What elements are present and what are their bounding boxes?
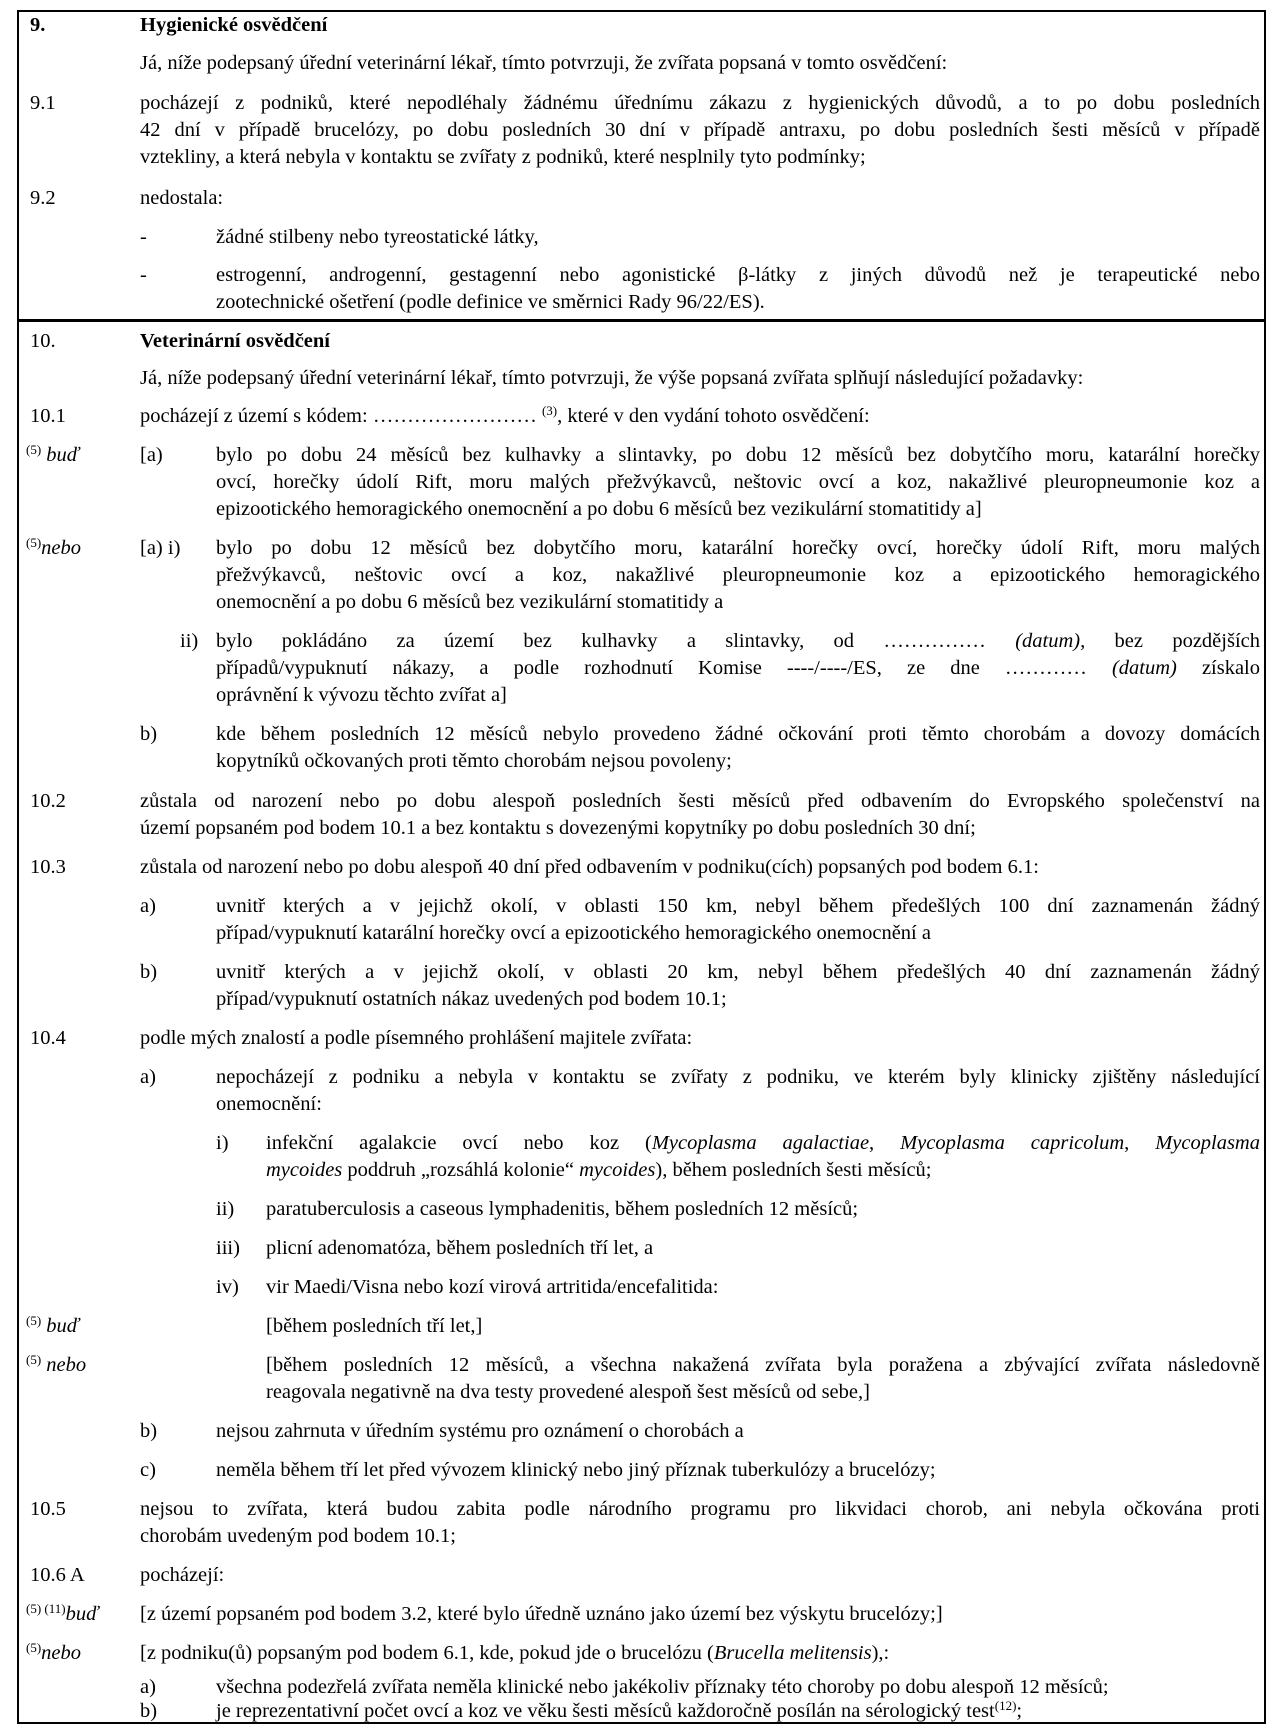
footnote-option: $^{(5) (11)}$buď xyxy=(26,1601,99,1625)
paragraph-line: nejsou zahrnuta v úředním systému pro oznámení o chorobách a xyxy=(216,1420,744,1442)
paragraph-line: uvnitř kterých a v jejichž okolí, v oblasti 150 km, nebyl během předešlých 100 dní zaznamenán žádný xyxy=(216,895,1260,917)
section-number: 9. xyxy=(30,14,46,36)
paragraph-line: přežvýkavců, neštovic ovcí a koz, nakažlivé pleuropneumonie koz a epizootického hemoragického xyxy=(216,564,1260,586)
paragraph-line: případ/vypuknutí katarální horečky ovcí a epizootického hemoragického onemocnění a xyxy=(216,922,931,944)
list-item: zootechnické ošetření (podle definice ve směrnici Rady 96/22/ES). xyxy=(216,291,765,313)
item-number: 10.2 xyxy=(30,790,66,812)
paragraph-line: [z podniku(ů) popsaným pod bodem 6.1, kde, pokud jde o brucelózu (Brucella melitensis),: xyxy=(140,1642,890,1664)
paragraph-line: případ/vypuknutí ostatních nákaz uvedených pod bodem 10.1; xyxy=(216,988,727,1010)
paragraph-line: pocházejí: xyxy=(140,1564,225,1586)
item-number: 9.1 xyxy=(30,92,56,114)
section-intro: Já, níže podepsaný úřední veterinární lékař, tímto potvrzuji, že zvířata popsaná v tomto osvědčení: xyxy=(140,52,948,74)
paragraph-line: mycoides poddruh „rozsáhlá kolonie“ mycoides), během posledních šesti měsíců; xyxy=(266,1159,932,1181)
item-label: b) xyxy=(140,1700,158,1722)
paragraph-line: neměla během tří let před vývozem klinický nebo jiný příznak tuberkulózy a brucelózy; xyxy=(216,1459,936,1481)
section-title: Hygienické osvědčení xyxy=(140,14,328,36)
paragraph-line: zůstala od narození nebo po dobu alespoň 40 dní před odbavením v podniku(cích) popsaných pod bodem 6.1: xyxy=(140,856,1039,878)
paragraph-line: [během posledních 12 měsíců, a všechna nakažená zvířata byla poražena a zbývající zvířata následovně xyxy=(266,1354,1260,1376)
item-label: ii) xyxy=(216,1198,235,1220)
dash-bullet: - xyxy=(140,226,147,248)
item-number: 10.4 xyxy=(30,1027,66,1049)
paragraph-line: chorobám uvedeným pod bodem 10.1; xyxy=(140,1525,456,1547)
item-number: 10.5 xyxy=(30,1498,66,1520)
footnote-option: $^{(5)}$nebo xyxy=(26,535,82,559)
item-label: [a) xyxy=(140,444,163,466)
paragraph-line: oprávnění k vývozu těchto zvířat a] xyxy=(216,684,507,706)
dash-bullet: - xyxy=(140,264,147,286)
section-intro: Já, níže podepsaný úřední veterinární lékař, tímto potvrzuji, že výše popsaná zvířata splňují následující požadavky: xyxy=(140,367,1084,389)
item-label: c) xyxy=(140,1459,156,1481)
section-number: 10. xyxy=(30,330,56,352)
paragraph-line: paratuberculosis a caseous lymphadenitis, během posledních 12 měsíců; xyxy=(266,1198,859,1220)
paragraph-line: plicní adenomatóza, během posledních tří let, a xyxy=(266,1237,654,1259)
item-label: a) xyxy=(140,1676,156,1698)
footnote-option: $^{(5)}$ nebo xyxy=(26,1352,87,1376)
list-item: estrogenní, androgenní, gestagenní nebo agonistické β-látky z jiných důvodů než je terapeutické nebo xyxy=(216,264,1260,286)
paragraph-line: bylo po dobu 24 měsíců bez kulhavky a slintavky, po dobu 12 měsíců bez dobytčího moru, katarální horečky xyxy=(216,444,1260,466)
item-label: iii) xyxy=(216,1237,240,1259)
item-label: [a) i) xyxy=(140,537,181,559)
paragraph-line: pocházejí z podniků, které nepodléhaly žádnému úřednímu zákazu z hygienických důvodů, a to po dobu posledních xyxy=(140,92,1260,114)
paragraph-line: zůstala od narození nebo po dobu alespoň posledních šesti měsíců před odbavením do Evropského společenství na xyxy=(140,790,1260,812)
list-item: žádné stilbeny nebo tyreostatické látky, xyxy=(216,226,539,248)
paragraph-line: území popsaném pod bodem 10.1 a bez kontaktu s dovezenými kopytníky po dobu posledních 30 dní; xyxy=(140,817,976,839)
footnote-option: $^{(5)}$nebo xyxy=(26,1640,82,1664)
paragraph-line: onemocnění a po dobu 6 měsíců bez vezikulární stomatitidy a xyxy=(216,591,724,613)
item-label: b) xyxy=(140,1420,158,1442)
paragraph-line: ovcí, horečky údolí Rift, moru malých přežvýkavců, neštovic ovcí a koz, nakažlivé pleuropneumonie koz a xyxy=(216,471,1260,493)
paragraph-line: bylo pokládáno za území bez kulhavky a slintavky, od …………… (datum), bez pozdějších xyxy=(216,630,1260,652)
item-label: ii) xyxy=(180,630,199,652)
paragraph-line: infekční agalakcie ovcí nebo koz (Mycoplasma agalactiae, Mycoplasma capricolum, Mycoplasma xyxy=(266,1132,1260,1154)
paragraph-line: [během posledních tří let,] xyxy=(266,1315,483,1337)
footnote-option: $^{(5)}$ buď xyxy=(26,1313,80,1337)
paragraph-line: nepocházejí z podniku a nebyla v kontaktu se zvířaty z podniku, ve kterém byly klinicky zjištěny následující xyxy=(216,1066,1260,1088)
item-number: 10.1 xyxy=(30,405,66,427)
paragraph-line: kde během posledních 12 měsíců nebylo provedeno žádné očkování proti těmto chorobám a dovozy domácích xyxy=(216,723,1260,745)
item-label: i) xyxy=(216,1132,229,1154)
paragraph-line: bylo po dobu 12 měsíců bez dobytčího moru, katarální horečky ovcí, horečky údolí Rift, moru malých xyxy=(216,537,1260,559)
paragraph-line: všechna podezřelá zvířata neměla klinické nebo jakékoliv příznaky této choroby po dobu alespoň 12 měsíců; xyxy=(216,1676,1109,1698)
section-title: Veterinární osvědčení xyxy=(140,330,330,352)
paragraph-line: kopytníků očkovaných proti těmto chorobám nejsou povoleny; xyxy=(216,750,732,772)
paragraph-line: nedostala: xyxy=(140,187,224,209)
item-label: a) xyxy=(140,1066,156,1088)
paragraph-line: nejsou to zvířata, která budou zabita podle národního programu pro likvidaci chorob, ani nebyla očkována proti xyxy=(140,1498,1260,1520)
item-label: iv) xyxy=(216,1276,239,1298)
paragraph-line: 42 dní v případě brucelózy, po dobu posledních 30 dní v případě antraxu, po dobu posledních šesti měsíců v případě xyxy=(140,119,1260,141)
item-label: b) xyxy=(140,723,158,745)
paragraph-line: [z území popsaném pod bodem 3.2, které bylo úředně uznáno jako území bez výskytu brucelózy;] xyxy=(140,1603,943,1625)
paragraph-line: podle mých znalostí a podle písemného prohlášení majitele zvířata: xyxy=(140,1027,693,1049)
paragraph-line: onemocnění: xyxy=(216,1093,322,1115)
paragraph-line: vir Maedi/Visna nebo kozí virová artritida/encefalitida: xyxy=(266,1276,719,1298)
item-label: b) xyxy=(140,961,158,983)
item-number: 9.2 xyxy=(30,187,56,209)
paragraph-line: je reprezentativní počet ovcí a koz ve věku šesti měsíců každoročně posílán na sérologický test$^{(12)}$; xyxy=(216,1698,1023,1722)
footnote-option: $^{(5)}$ buď xyxy=(26,442,80,466)
paragraph-line: reagovala negativně na dva testy provedené alespoň šest měsíců od sebe,] xyxy=(266,1381,870,1403)
paragraph-line: pocházejí z území s kódem: …………………… $^{(3)}$, které v den vydání tohoto osvědčení: xyxy=(140,403,870,427)
item-number: 10.6 A xyxy=(30,1564,85,1586)
paragraph-line: uvnitř kterých a v jejichž okolí, v oblasti 20 km, nebyl během předešlých 40 dní zaznamenán žádný xyxy=(216,961,1260,983)
paragraph-line: epizootického hemoragického onemocnění a po dobu 6 měsíců bez vezikulární stomatitidy a] xyxy=(216,498,982,520)
item-label: a) xyxy=(140,895,156,917)
paragraph-line: případů/vypuknutí nákazy, a podle rozhodnutí Komise ----/----/ES, ze dne ………… (datum) získalo xyxy=(216,657,1261,679)
item-number: 10.3 xyxy=(30,856,66,878)
paragraph-line: vztekliny, a která nebyla v kontaktu se zvířaty z podniků, které nesplnily tyto podmínky; xyxy=(140,146,866,168)
